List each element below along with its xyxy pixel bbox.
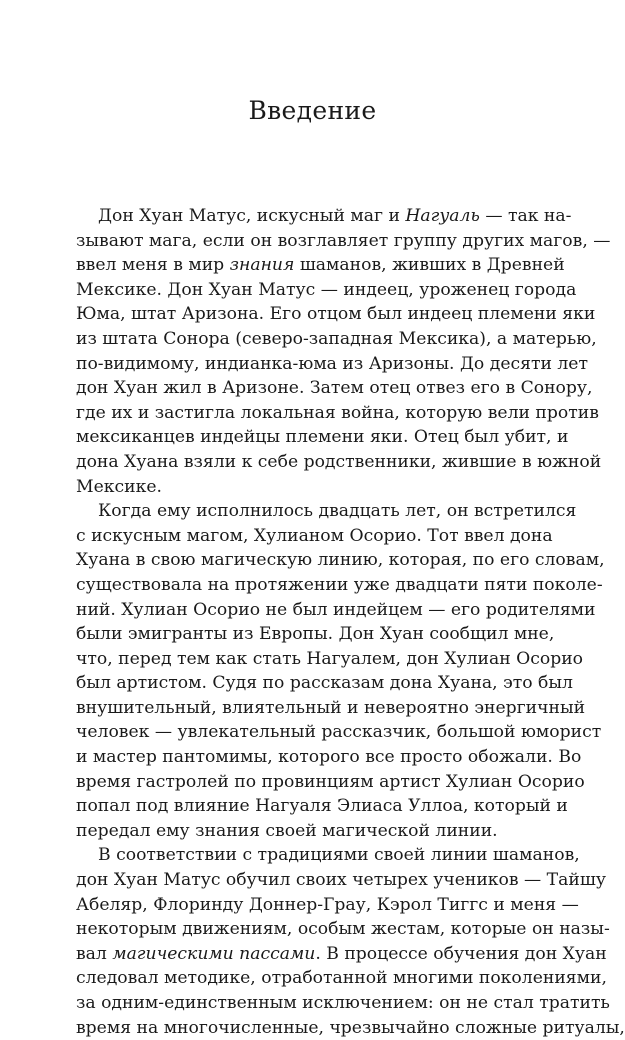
text-run: из штата Сонора (северо-западная Мексика), а матерью,	[76, 328, 597, 349]
text-line	[76, 770, 585, 795]
text-line	[76, 376, 593, 401]
italic-term: Нагуаль	[405, 206, 480, 226]
text-run: Дон Хуан Матус, искусный маг и	[98, 206, 406, 226]
text-line	[76, 524, 553, 549]
text-run: вал	[76, 943, 113, 964]
text-line	[76, 893, 579, 918]
text-run: дон Хуан жил в Аризоне. Затем отец отвез его в Сонору,	[76, 378, 593, 399]
italic-term: магическими пассами	[112, 943, 316, 964]
text-line	[76, 819, 550, 844]
text-line	[76, 720, 602, 745]
text-line	[76, 917, 610, 942]
text-line	[76, 278, 577, 303]
text-run: зывают мага, если он возглавляет группу других магов, —	[76, 230, 611, 251]
text-line	[76, 475, 550, 500]
text-line	[76, 696, 586, 721]
text-run: внушительный, влиятельный и невероятно энергичный	[76, 697, 586, 718]
chapter-title: Введение	[248, 96, 377, 125]
text-line	[76, 302, 596, 327]
text-line	[76, 868, 606, 893]
text-run: что, перед тем как стать Нагуалем, дон Хулиан Осорио	[76, 648, 584, 669]
text-run: передал ему знания своей магической линии.	[76, 820, 498, 841]
text-line	[76, 204, 572, 229]
text-run: дон Хуан Матус обучил своих четырех учеников — Тайшу	[76, 870, 606, 891]
text-run: был артистом. Судя по рассказам дона Хуана, это был	[76, 673, 573, 694]
text-line	[76, 425, 569, 450]
text-run: по-видимому, индианка-юма из Аризоны. До десяти лет	[76, 353, 588, 374]
text-run: за одним-единственным исключением: он не стал тратить	[76, 993, 610, 1013]
text-run: Абеляр, Флоринду Доннер-Грау, Кэрол Тиггс и меня —	[76, 894, 579, 915]
text-run: шаманов, живших в Древней	[294, 255, 565, 276]
text-run: ний. Хулиан Осорио не был индейцем — его родителями	[76, 599, 596, 620]
text-run: следовал методике, отработанной многими поколениями,	[76, 968, 607, 989]
text-line	[76, 598, 596, 623]
text-run: некоторым движениям, особым жестам, которые он назы-	[76, 919, 610, 940]
text-run: с искусным магом, Хулианом Осорио. Тот ввел дона	[76, 525, 553, 546]
text-run: и мастер пантомимы, которого все просто обожали. Во	[76, 747, 582, 768]
text-line	[76, 647, 584, 672]
text-line	[76, 671, 573, 696]
text-run: время на многочисленные, чрезвычайно сложные ритуалы,	[76, 1017, 625, 1038]
text-line	[76, 794, 568, 819]
text-line	[76, 327, 597, 352]
text-line	[76, 499, 577, 524]
text-run: были эмигранты из Европы. Дон Хуан сообщил мне,	[76, 624, 555, 645]
text-run: дона Хуана взяли к себе родственники, жившие в южной	[76, 451, 602, 472]
body-text	[76, 204, 625, 1040]
text-line	[76, 548, 605, 573]
italic-term: знания	[229, 255, 295, 276]
text-run: — так на-	[479, 206, 572, 226]
text-run: существовала на протяжении уже двадцати пяти поколе-	[76, 574, 603, 595]
text-line	[76, 843, 580, 868]
text-line	[76, 966, 607, 991]
text-line	[76, 450, 602, 475]
text-run: где их и застигла локальная война, которую вели против	[76, 402, 599, 423]
text-run: Юма, штат Аризона. Его отцом был индеец племени яки	[76, 304, 596, 325]
text-line	[76, 745, 582, 770]
text-line	[76, 573, 603, 598]
text-line	[76, 991, 610, 1016]
text-run: Мексике.	[76, 476, 162, 497]
text-run: Мексике. Дон Хуан Матус — индеец, уроженец города	[76, 279, 577, 300]
text-run: Хуана в свою магическую линию, которая, по его словам,	[76, 550, 605, 571]
text-run: мексиканцев индейцы племени яки. Отец был убит, и	[76, 427, 569, 448]
text-run: время гастролей по провинциям артист Хулиан Осорио	[76, 771, 585, 792]
text-line	[76, 229, 611, 254]
text-run: В соответствии с традициями своей линии шаманов,	[98, 845, 580, 866]
text-line	[76, 401, 599, 426]
text-line	[76, 253, 565, 278]
text-run: человек — увлекательный рассказчик, большой юморист	[76, 722, 602, 743]
text-run: . В процессе обучения дон Хуан	[315, 943, 607, 964]
text-run: Когда ему исполнилось двадцать лет, он встретился	[98, 501, 577, 522]
text-line	[76, 622, 555, 647]
text-line	[76, 942, 607, 967]
text-line	[76, 352, 588, 377]
text-run: попал под влияние Нагуаля Элиаса Уллоа, который и	[76, 796, 568, 817]
text-run: ввел меня в мир	[76, 255, 230, 276]
text-line	[76, 1016, 625, 1040]
